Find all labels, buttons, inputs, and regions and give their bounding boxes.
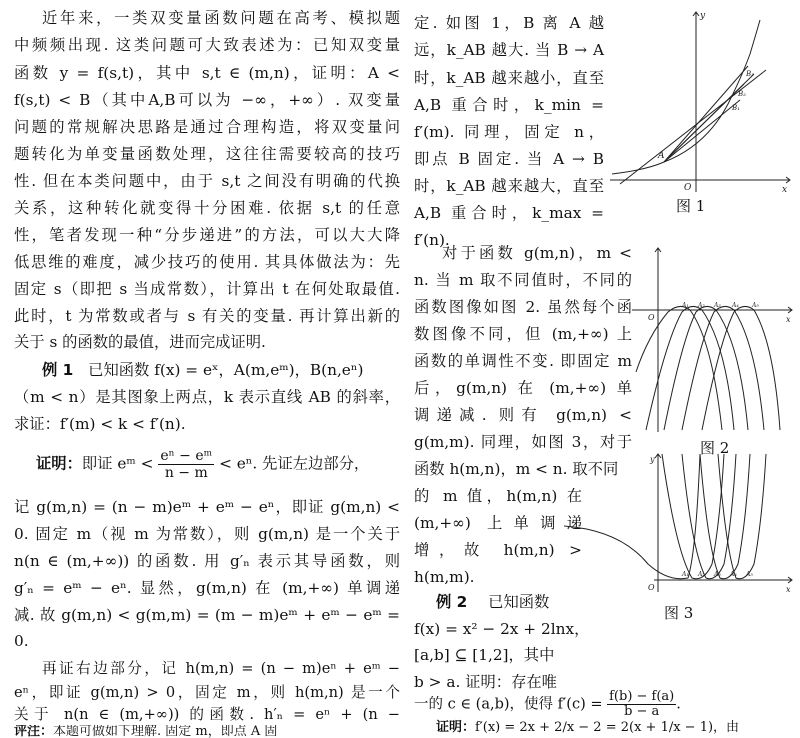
note-text: 本题可做如下理解. 固定 m，即点 A 固 xyxy=(53,725,278,738)
fig3-curve-1 xyxy=(564,454,700,579)
fig3-curve-3 xyxy=(682,454,736,579)
fig2-label-A1: A₁ xyxy=(682,302,689,309)
fig2-label-A2: A₂ xyxy=(698,302,705,309)
intro-line-2: 中频频出现. 这类问题可大致表述为：已知双变量 xyxy=(14,36,400,54)
fig1-secant-4 xyxy=(664,74,754,162)
example-1-line-2: （m < n）是其图象上两点，k 表示直线 AB 的斜率， xyxy=(14,388,400,406)
r-line-17: g(m,m). 同理，如图 3，对于 xyxy=(414,433,632,451)
fig3-label-A2: A₂ xyxy=(698,571,705,578)
example-2-line-4: b > a. 证明：存在唯 xyxy=(414,673,557,691)
proof-3-line-1 xyxy=(436,720,739,736)
proof-1-line-4: n(n ∈ (m,+∞)) 的函数. 用 g′ₙ 表示其导函数，则 xyxy=(14,552,400,570)
r-line-10: 对于函数 g(m,n)，m < xyxy=(442,244,632,262)
r-line-6: 即点 B 固定. 当 A → B xyxy=(414,150,604,168)
fig3-label-A3: A₃ xyxy=(714,571,721,578)
figure-2-caption: 图 2 xyxy=(700,439,730,457)
fig1-secant-1 xyxy=(664,66,748,162)
example-1-line-3: 求证：f′(m) < k < f′(n). xyxy=(14,415,186,433)
r-line-9: f′(n). xyxy=(414,231,450,249)
figure-3-caption: 图 3 xyxy=(664,604,694,622)
intro-line-6: 题转化为单变量函数处理，这往往需要较高的技巧 xyxy=(14,145,400,163)
fig3-label-A1: A₁ xyxy=(682,571,689,578)
proof-1-line-7: 0. xyxy=(14,632,29,650)
figure-1 xyxy=(606,6,794,196)
intro-line-7: 性. 但在本类问题中，由于 s,t 之间没有明确的代换 xyxy=(14,172,400,190)
intro-line-11: 固定 s（即把 s 当成常数），计算出 t 在何处取最值. xyxy=(14,280,400,298)
r-line-18: 函数 h(m,n)，m < n. 取不同 xyxy=(414,460,619,478)
r-line-8: A,B 重合时，k_max = xyxy=(414,204,604,222)
proof-1-line-2: 记 g(m,n) = (n − m)eᵐ + eᵐ − eⁿ，即证 g(m,n) < xyxy=(14,498,400,516)
fig3-curve-2 xyxy=(662,454,724,579)
figure-1-caption: 图 1 xyxy=(676,197,706,215)
proof-2-line-2: eⁿ，即证 g(m,n) > 0，固定 m，则 h(m,n) 是一个 xyxy=(14,684,400,701)
fig3-x-label: x xyxy=(786,585,791,594)
intro-line-13: 关于 s 的函数的最值，进而完成证明. xyxy=(14,333,266,351)
example-1-label: 例 1 xyxy=(42,361,74,379)
mean-value-fraction xyxy=(607,690,676,719)
r-line-15: 后，g(m,n) 在 (m,+∞) 单 xyxy=(414,379,632,397)
r-line-13: 数图像不同，但 (m,+∞) 上 xyxy=(414,325,632,343)
r-line-7: 时，k_AB 越来越大，直至 xyxy=(414,177,604,195)
figure-2 xyxy=(630,244,796,434)
example-2-line-1: 已知函数 xyxy=(488,593,550,611)
intro-line-12: 此时，t 为常数或者与 s 有关的变量. 再计算出新的 xyxy=(14,307,400,325)
intro-line-5: 问题的常规解决思路是通过合理构造，将双变量问 xyxy=(14,118,400,136)
fig1-secant-3 xyxy=(664,100,740,162)
slope-fraction-denominator: n − m xyxy=(164,465,208,481)
fig1-tangent xyxy=(620,70,766,184)
proof-2-line-3: 关于 n(n ∈ (m,+∞)) 的函数. h′ₙ = eⁿ + (n − xyxy=(14,706,400,723)
r-line-16: 调递减. 则有 g(m,n) < xyxy=(414,406,632,424)
fig1-x-label: x xyxy=(782,185,788,195)
example-2-line-3: [a,b] ⊆ [1,2]，其中 xyxy=(414,646,555,664)
fig2-curve-1 xyxy=(636,306,722,430)
mean-value-numerator: f(b) − f(a) xyxy=(609,689,675,704)
proof-1-line-6: 减. 故 g(m,n) < g(m,m) = (m − m)eᵐ + eᵐ − eᵐ = xyxy=(14,606,400,624)
proof-1-start xyxy=(36,448,369,481)
fig2-label-A3: A₃ xyxy=(714,302,721,309)
fig3-y-label: y xyxy=(650,455,655,464)
example-2-line-5: 一的 c ∈ (a,b)，使得 f′(c) = $\frac{f(b) - f(a)}{b - a}$ . xyxy=(414,689,681,719)
r-line-22: h(m,m). xyxy=(414,568,475,586)
fig1-point-A: A xyxy=(658,151,665,161)
figure-3 xyxy=(564,452,798,598)
r-line-12: 函数图像如图 2. 虽然每个函 xyxy=(414,298,632,316)
proof-1-line-3: 0. 固定 m（视 m 为常数），则 g(m,n) 是一个关于 xyxy=(14,525,400,543)
note-label: 评注： xyxy=(14,725,54,738)
proof-3-text: f′(x) = 2x + 2/x − 2 = 2(x + 1/x − 1)，由 xyxy=(475,720,740,735)
intro-line-3: 函数 y = f(s,t)，其中 s,t ∈ (m,n)，证明：A < xyxy=(14,64,400,82)
fig3-label-A4: A₄ xyxy=(730,571,737,578)
example-1-line-1: 已知函数 f(x) = eˣ，A(m,eᵐ)，B(n,eⁿ) xyxy=(88,361,364,379)
fig3-origin: O xyxy=(648,583,655,592)
proof-1-line-5: g′ₙ = eᵐ − eⁿ. 显然，g(m,n) 在 (m,+∞) 单调递 xyxy=(14,579,400,597)
fig3-label-A5: A₅ xyxy=(746,571,753,578)
slope-fraction xyxy=(158,448,214,481)
slope-fraction-numerator: eⁿ − eᵐ xyxy=(160,448,213,464)
intro-line-8: 关系，这种转化就变得十分困难. 依据 s,t 的任意 xyxy=(14,199,400,217)
proof-1-pre: 即证 eᵐ < xyxy=(81,454,154,473)
r-line-11: n. 当 m 取不同值时，不同的 xyxy=(414,271,632,289)
fig2-curve-4 xyxy=(682,306,764,430)
proof-1-post: < eⁿ. 先证左边部分， xyxy=(219,454,370,473)
fig1-point-B3: B₃ xyxy=(746,70,754,78)
fig1-point-B2: B₂ xyxy=(738,90,746,98)
fig2-curve-5 xyxy=(702,306,780,430)
r-line-19: 的 m 值，h(m,n) 在 xyxy=(414,487,582,505)
r-line-1: 定. 如图 1，B 离 A 越 xyxy=(414,14,604,32)
r-line-5: f′(m). 同理，固定 n， xyxy=(414,123,604,141)
example-2-label: 例 2 xyxy=(436,593,468,611)
r-line-2: 远，k_AB 越大. 当 B → A xyxy=(414,41,604,59)
fig2-x-label: x xyxy=(786,315,791,324)
fig2-label-A4: A₄ xyxy=(732,302,739,309)
r-line-3: 时，k_AB 越来越小，直至 xyxy=(414,69,604,87)
fig1-point-B1: B₁ xyxy=(732,104,740,112)
fig1-y-label: y xyxy=(700,11,706,21)
r-line-4: A,B 重合时，k_min = xyxy=(414,96,604,114)
proof-3-label: 证明： xyxy=(436,720,476,735)
proof-1-label: 证明： xyxy=(36,454,82,473)
r-line-20: (m,+∞) 上单调递 xyxy=(414,514,582,532)
fig2-label-A5: A₅ xyxy=(752,302,759,309)
intro-line-4: f(s,t) < B（其中A,B可以为 −∞，+∞）. 双变量 xyxy=(14,91,400,109)
fig1-origin: O xyxy=(684,183,692,193)
r-line-14: 函数的单调性不变. 即固定 m xyxy=(414,352,632,370)
intro-line-10: 低思维的难度，减少技巧的使用. 其具体做法为：先 xyxy=(14,253,400,271)
example-2-line-2: f(x) = x² − 2x + 2lnx， xyxy=(414,620,590,638)
intro-line-9: 性，笔者发现一种“分步递进”的方法，可以大大降 xyxy=(14,226,400,244)
mean-value-denominator: b − a xyxy=(624,704,660,719)
example-2-line-5-pre: 一的 c ∈ (a,b)，使得 f′(c) = xyxy=(414,696,603,713)
intro-line-1: 近年来，一类双变量函数问题在高考、模拟题 xyxy=(42,9,400,27)
fig2-origin: O xyxy=(648,313,655,322)
r-line-21: 增，故 h(m,n) > xyxy=(414,541,582,559)
proof-2-line-1: 再证右边部分，记 h(m,n) = (n − m)eⁿ + eᵐ − xyxy=(42,660,400,677)
proof-2-line-4 xyxy=(14,725,277,738)
